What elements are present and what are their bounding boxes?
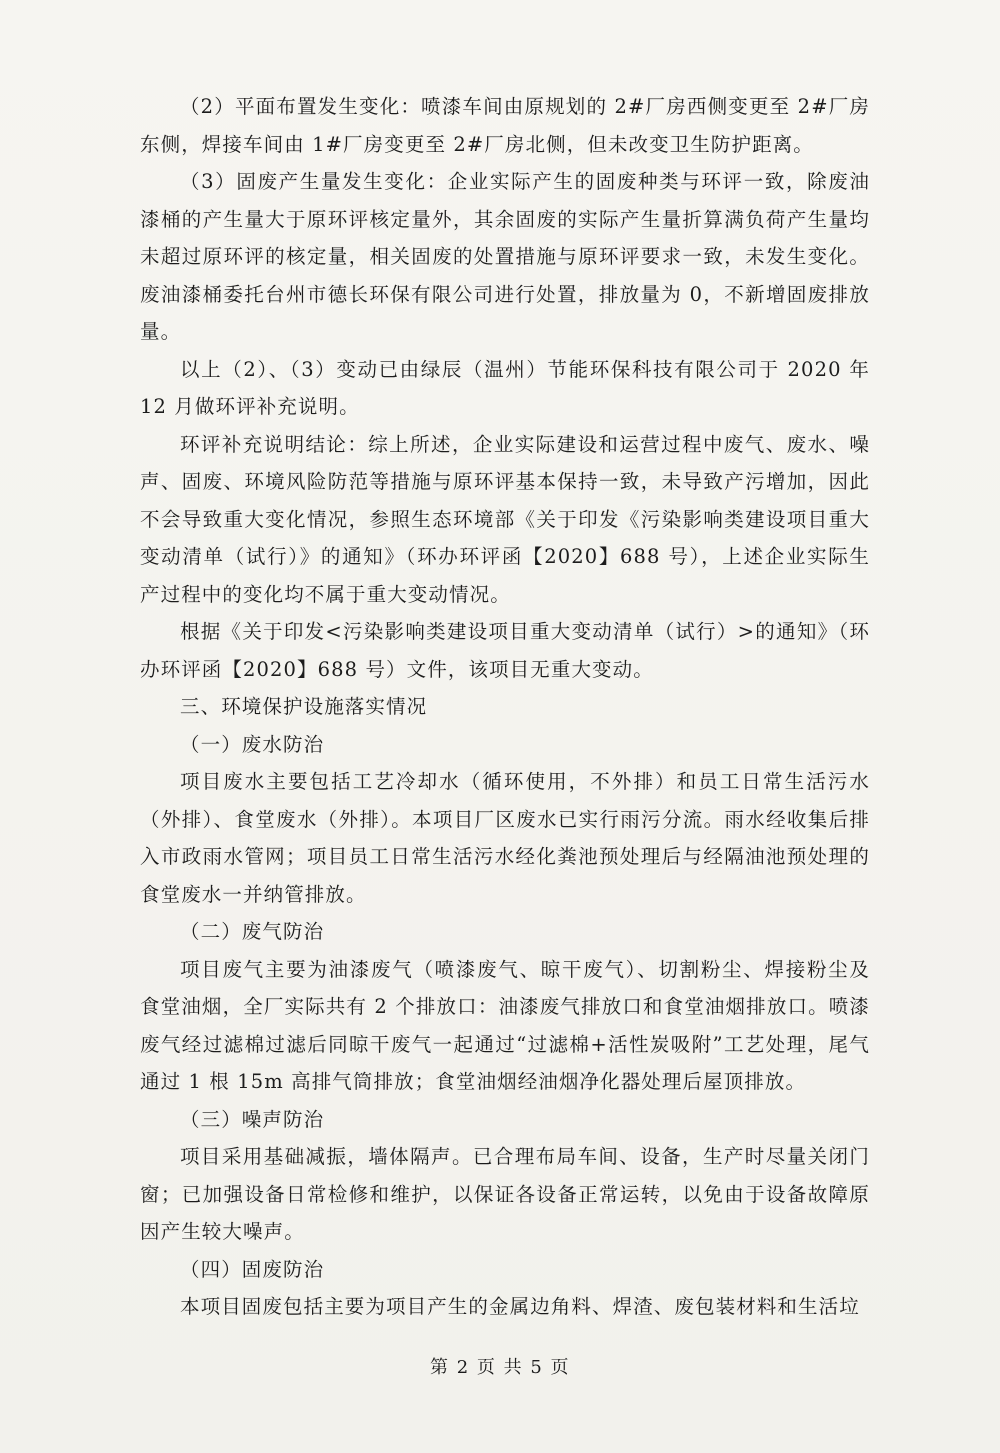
paragraph-layout-change: （2）平面布置发生变化：喷漆车间由原规划的 2#厂房西侧变更至 2#厂房东侧，焊接车间由 1#厂房变更至 2#厂房北侧，但未改变卫生防护距离。 (140, 95, 870, 156)
noise-text: 项目采用基础减振，墙体隔声。已合理布局车间、设备，生产时尽量关闭门窗；已加强设备日常检修和维护，以保证各设备正常运转，以免由于设备故障原因产生较大噪声。 (140, 1145, 870, 1243)
exhaust-gas-heading: （二）废气防治 (180, 920, 325, 943)
paragraph-no-major-change: 根据《关于印发<污染影响类建设项目重大变动清单（试行）>的通知》（环办环评函【2020】688 号）文件，该项目无重大变动。 (140, 620, 870, 681)
exhaust-gas-text: 项目废气主要为油漆废气（喷漆废气、晾干废气）、切割粉尘、焊接粉尘及食堂油烟，全厂实际共有 2 个排放口：油漆废气排放口和食堂油烟排放口。喷漆废气经过滤棉过滤后同晾干废气一起通过“过滤棉+活性炭吸附”工艺处理，尾气通过 1 根 15m 高排气筒排放；食堂油烟经油烟净化器处理后屋顶排放。 (140, 957, 870, 1093)
paragraph-solid-waste-change: （3）固废产生量发生变化：企业实际产生的固废种类与环评一致，除废油漆桶的产生量大于原环评核定量外，其余固废的实际产生量折算满负荷产生量均未超过原环评的核定量，相关固废的处置措施与原环评要求一致，未发生变化。废油漆桶委托台州市德长环保有限公司进行处置，排放量为 0，不新增固废排放量。 (140, 170, 870, 343)
solid-waste-text: 本项目固废包括主要为项目产生的金属边角料、焊渣、废包装材料和生活垃 (180, 1295, 860, 1318)
wastewater-text: 项目废水主要包括工艺冷却水（循环使用，不外排）和员工日常生活污水（外排）、食堂废水（外排）。本项目厂区废水已实行雨污分流。雨水经收集后排入市政雨水管网；项目员工日常生活污水经化粪池预处理后与经隔油池预处理的食堂废水一并纳管排放。 (140, 770, 870, 906)
wastewater-heading: （一）废水防治 (180, 732, 325, 756)
page-number-footer: 第 2 页 共 5 页 (429, 1357, 570, 1378)
paragraph-conclusion: 环评补充说明结论：综上所述，企业实际建设和运营过程中废气、废水、噪声、固废、环境风险防范等措施与原环评基本保持一致，未导致产污增加，因此不会导致重大变化情况，参照生态环境部《关于印发《污染影响类建设项目重大变动清单（试行）》的通知》（环办环评函【2020】688 号），上述企业实际生产过程中的变化均不属于重大变动情况。 (140, 432, 870, 606)
solid-waste-heading: （四）固废防治 (180, 1257, 325, 1281)
section-heading: 三、环境保护设施落实情况 (180, 695, 428, 718)
noise-heading: （三）噪声防治 (180, 1107, 325, 1131)
document-body (140, 88, 870, 1326)
paragraph-supplement-note: 以上（2）、（3）变动已由绿辰（温州）节能环保科技有限公司于 2020 年 12 月做环评补充说明。 (140, 357, 870, 418)
